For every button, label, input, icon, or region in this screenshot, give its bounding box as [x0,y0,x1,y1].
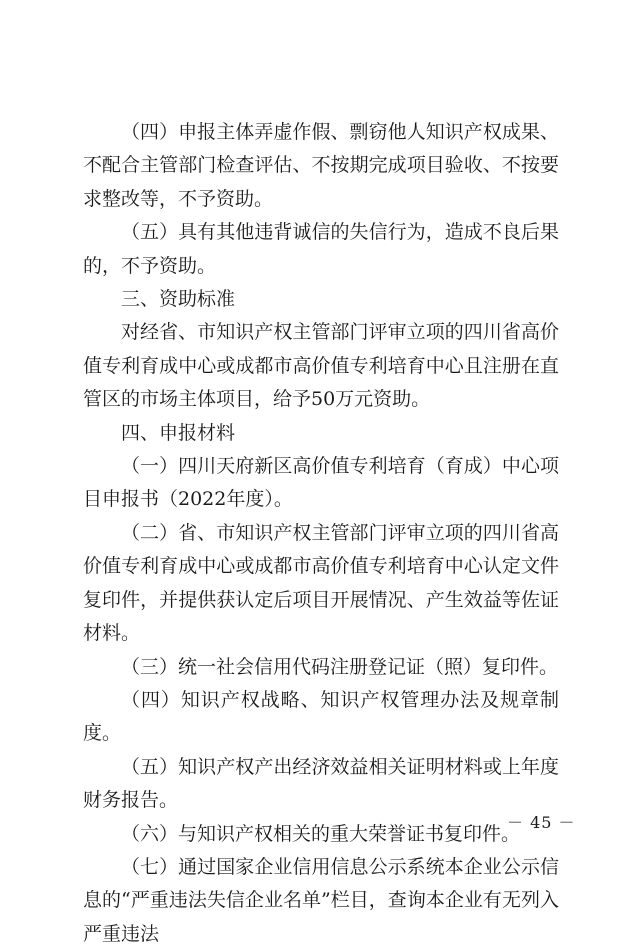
section-heading-funding-standard: 三、资助标准 [121,288,236,311]
page-number: － 45 － [507,813,576,832]
paragraph-material-7: （七）通过国家企业信用信息公示系统本企业公示信息的“严重违法失信企业名单”栏目，查询本企业有无列入严重违法 [83,855,559,945]
paragraph-material-6: （六）与知识产权相关的重大荣誉证书复印件。 [121,822,521,845]
paragraph-funding-standard: 对经省、市知识产权主管部门评审立项的四川省高价值专利育成中心或成都市高价值专利培育中心且注册在直管区的市场主体项目，给予50万元资助。 [83,321,559,411]
paragraph-material-5: （五）知识产权产出经济效益相关证明材料或上年度财务报告。 [83,755,559,812]
paragraph-material-1: （一）四川天府新区高价值专利培育（育成）中心项目申报书（2022年度）。 [83,455,559,511]
paragraph-material-4: （四）知识产权战略、知识产权管理办法及规章制度。 [83,688,559,745]
paragraph-material-2: （二）省、市知识产权主管部门评审立项的四川省高价值专利育成中心或成都市高价值专利培育中心认定文件复印件，并提供获认定后项目开展情况、产生效益等佐证材料。 [83,521,559,645]
section-heading-application-materials: 四、申报材料 [121,421,236,444]
document-body [83,116,559,951]
paragraph-material-3: （三）统一社会信用代码注册登记证（照）复印件。 [121,655,559,678]
paragraph-item-5-dishonesty: （五）具有其他违背诚信的失信行为，造成不良后果的，不予资助。 [83,221,559,277]
paragraph-item-4-fraud: （四）申报主体弄虚作假、剽窃他人知识产权成果、不配合主管部门检查评估、不按期完成项目验收、不按要求整改等，不予资助。 [83,121,559,210]
